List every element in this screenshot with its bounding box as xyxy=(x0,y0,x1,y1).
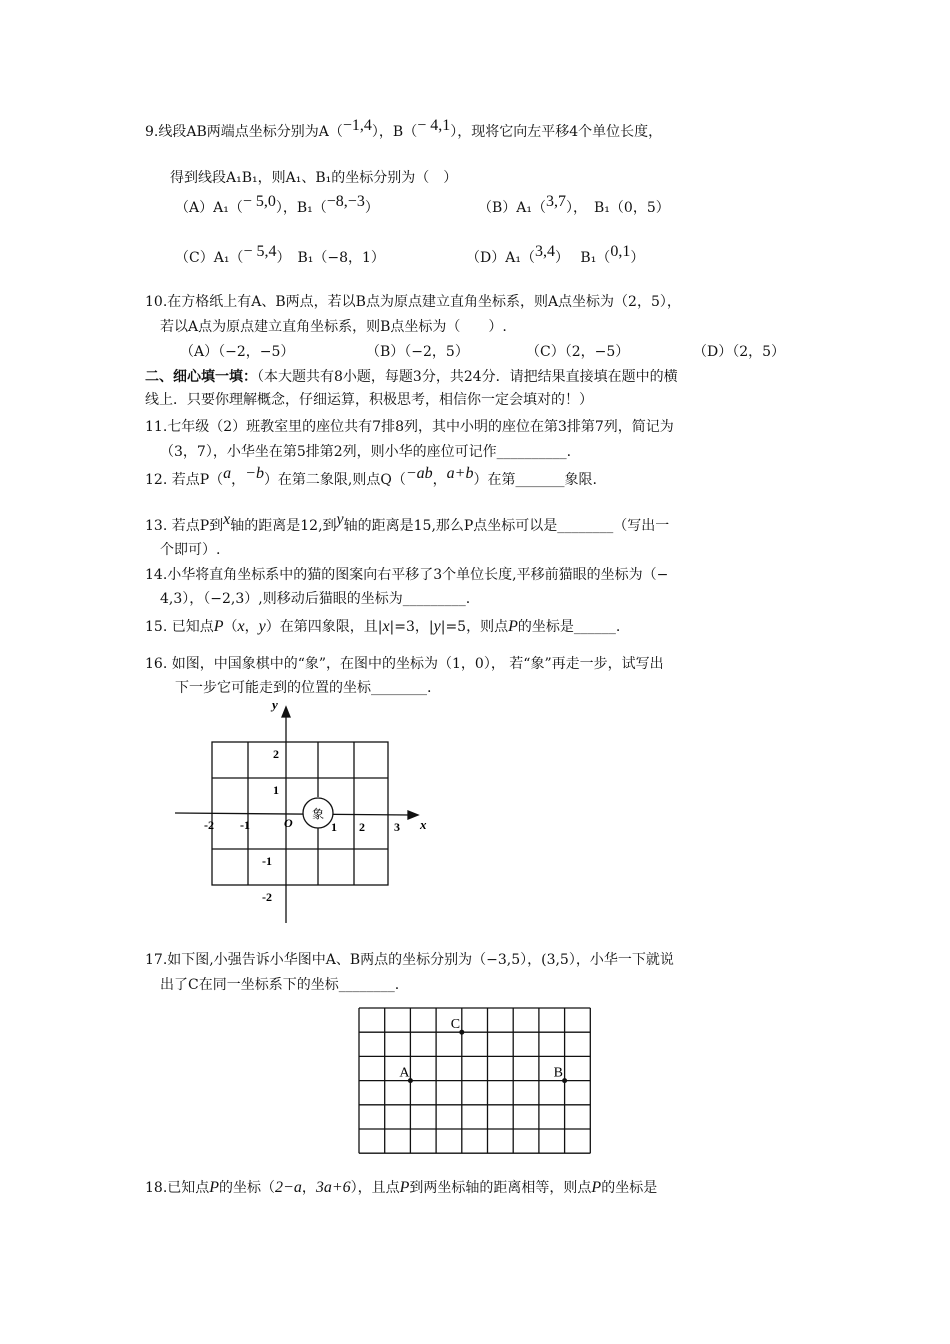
math: 3,4 xyxy=(534,243,555,260)
math: 2−a xyxy=(275,1179,302,1196)
q10-option-b: （B）（−2，5） xyxy=(366,344,469,360)
math: −b xyxy=(245,465,264,482)
y-tick: 2 xyxy=(273,747,279,761)
text: 到两坐标轴的距离相等，则点 xyxy=(409,1180,592,1196)
text: ）， B₁（0，5） xyxy=(566,200,670,216)
text: 13. 若点P到 xyxy=(145,518,224,534)
q10-option-d: （D）（2，5） xyxy=(693,344,786,360)
x-tick: 1 xyxy=(331,820,337,834)
text: |=3，| xyxy=(389,619,434,635)
text: |=5，则点 xyxy=(440,619,509,635)
q14-line1: 14.小华将直角坐标系中的猫的图案向右平移了3个单位长度,平移前猫眼的坐标为（− xyxy=(145,567,669,583)
q10-option-c: （C）（2，−5） xyxy=(526,344,630,360)
x-tick: 3 xyxy=(394,820,400,834)
text: （B）A₁（ xyxy=(478,200,547,216)
math: −1,4 xyxy=(342,117,372,134)
text: ），B₁（ xyxy=(275,200,327,216)
q9-option-a xyxy=(175,193,379,218)
math: − 5,4 xyxy=(243,243,277,260)
q17-line1: 17.如下图,小强告诉小华图中A、B两点的坐标分别为（−3,5），(3,5），小华一下就说 xyxy=(145,952,674,968)
text: 的坐标是______. xyxy=(517,619,621,635)
q18 xyxy=(145,1178,657,1198)
text: ）在第二象限,则点Q（ xyxy=(263,472,406,488)
q11-line1: 11.七年级（2）班教室里的座位共有7排8列，其中小明的座位在第3排第7列，简记为 xyxy=(145,419,674,435)
math: P xyxy=(508,618,518,635)
math: y xyxy=(258,618,266,635)
math: −8,−3 xyxy=(326,193,365,210)
point-label-A: A xyxy=(399,1065,410,1081)
text: ， xyxy=(301,1180,316,1196)
text: ， xyxy=(231,472,246,488)
text: ） B₁（ xyxy=(554,250,611,266)
chess-coordinate-figure xyxy=(170,695,440,925)
x-tick: 2 xyxy=(359,820,365,834)
math: x xyxy=(237,618,245,635)
math: y xyxy=(433,618,441,635)
section2-line2: 线上．只要你理解概念，仔细运算，积极思考，相信你一定会填对的！） xyxy=(145,392,593,408)
text: 轴的距离是12,到 xyxy=(230,518,337,534)
q9-option-c xyxy=(175,243,385,268)
math: P xyxy=(591,1179,602,1196)
section-title: 二、细心填一填： xyxy=(145,369,257,385)
text: 12. 若点P（ xyxy=(145,472,224,488)
text: 9.线段AB两端点坐标分别为A（ xyxy=(145,124,343,140)
q9-option-b xyxy=(478,193,670,218)
q14-line2: 4,3），（−2,3）,则移动后猫眼的坐标为_________. xyxy=(160,591,471,607)
math: 3a+6 xyxy=(315,1179,351,1196)
math: −ab xyxy=(405,465,433,482)
text: ） B₁（−8，1） xyxy=(276,250,385,266)
text: （A）A₁（ xyxy=(175,200,243,216)
math: a+b xyxy=(446,465,474,482)
text: （ xyxy=(223,619,238,635)
q11-line2: （3，7），小华坐在第5排第2列，则小华的座位可记作__________. xyxy=(160,444,572,460)
text: ） xyxy=(364,200,379,216)
section2-line1 xyxy=(145,367,678,387)
math: P xyxy=(213,618,224,635)
q12 xyxy=(145,465,597,490)
point-label-C: C xyxy=(450,1017,461,1033)
x-axis-label: x xyxy=(420,817,427,832)
math: P xyxy=(399,1179,410,1196)
y-tick: 1 xyxy=(273,783,279,797)
math: P xyxy=(209,1179,220,1196)
y-tick: -2 xyxy=(262,890,272,904)
x-tick: -2 xyxy=(204,818,214,832)
piece-label: 象 xyxy=(311,807,325,821)
q13-line1 xyxy=(145,511,670,536)
q9-line1 xyxy=(145,117,663,142)
grid-figure-abc xyxy=(355,1004,595,1158)
q10-option-a: （A）（−2，−5） xyxy=(180,344,295,360)
q17-line2: 出了C在同一坐标系下的坐标________. xyxy=(160,977,400,993)
math: 3,7 xyxy=(546,193,567,210)
y-axis-label: y xyxy=(272,697,278,712)
q16-line1: 16. 如图，中国象棋中的“象”，在图中的坐标为（1，0）， 若“象”再走一步，试写出 xyxy=(145,656,664,672)
math: x xyxy=(382,618,390,635)
math: y xyxy=(336,511,344,528)
text: ），B（ xyxy=(371,124,418,140)
text: ）在第四象限，且| xyxy=(265,619,383,635)
math: − 4,1 xyxy=(417,117,451,134)
q13-line2: 个即可）. xyxy=(160,542,221,558)
math: x xyxy=(223,511,231,528)
q9-line2: 得到线段A₁B₁，则A₁、B₁的坐标分别为（ ） xyxy=(170,170,458,186)
q9-option-d xyxy=(466,243,645,268)
text: 轴的距离是15,那么P点坐标可以是________（写出一 xyxy=(343,518,670,534)
q15 xyxy=(145,617,620,637)
text: ， xyxy=(432,472,447,488)
y-tick: -1 xyxy=(262,854,272,868)
text: 的坐标是 xyxy=(601,1180,658,1196)
math: − 5,0 xyxy=(242,193,276,210)
point-label-B: B xyxy=(553,1065,563,1081)
text: 18.已知点 xyxy=(145,1180,210,1196)
q10-line1: 10.在方格纸上有A、B两点，若以B点为原点建立直角坐标系，则A点坐标为（2，5）， xyxy=(145,294,681,310)
math: a xyxy=(223,465,232,482)
q16-line2: 下一步它可能走到的位置的坐标________. xyxy=(175,680,432,696)
origin-label: O xyxy=(284,816,293,830)
text: （本大题共有8小题，每题3分，共24分．请把结果直接填在题中的横 xyxy=(257,369,678,385)
math: 0,1 xyxy=(610,243,631,260)
text: ， xyxy=(244,619,259,635)
text: ） xyxy=(630,250,645,266)
text: （D）A₁（ xyxy=(466,250,535,266)
text: ），现将它向左平移4个单位长度， xyxy=(450,124,663,140)
text: 15. 已知点 xyxy=(145,619,214,635)
text: 的坐标（ xyxy=(219,1180,276,1196)
text: ）在第_______象限. xyxy=(473,472,597,488)
x-tick: -1 xyxy=(240,818,250,832)
text: ），且点 xyxy=(350,1180,400,1196)
q10-line2: 若以A点为原点建立直角坐标系，则B点坐标为（ ）. xyxy=(160,319,507,335)
text: （C）A₁（ xyxy=(175,250,244,266)
